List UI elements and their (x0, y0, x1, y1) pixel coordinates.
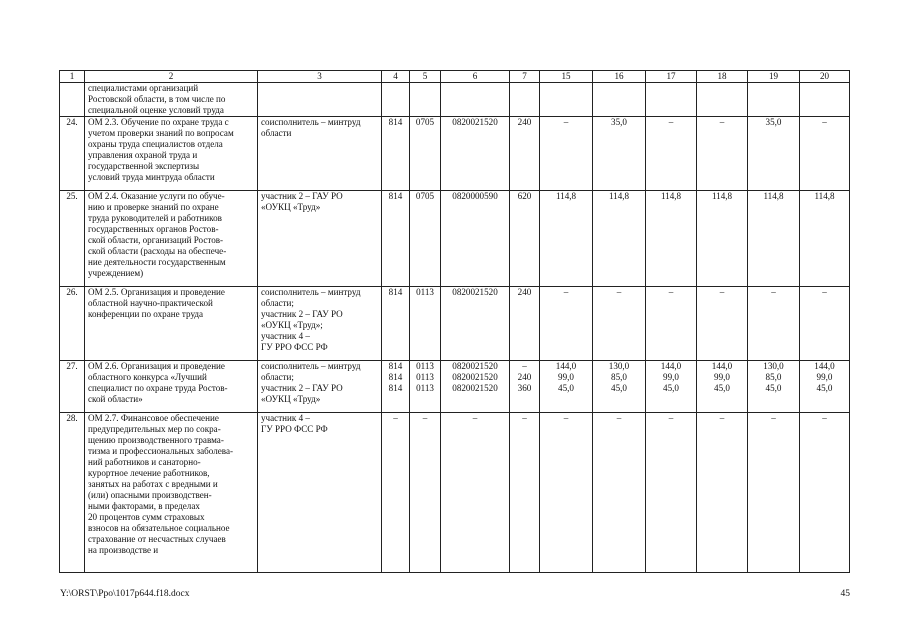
cell-line: 814 (388, 117, 403, 127)
cell-line: соисполнитель – минтруд (261, 361, 361, 371)
cell-line: 114,8 (660, 191, 682, 201)
cell-line: 814 (388, 361, 403, 371)
value-col-16-cell (593, 413, 646, 573)
cell-line: нию и проверке знаний по охране (88, 202, 219, 212)
target-article-cell (441, 83, 510, 117)
executor-cell (258, 191, 382, 287)
value-col-17-cell (646, 117, 697, 191)
value-col-19-cell (748, 191, 800, 287)
cell-line: страхование от несчастных случаев (88, 534, 226, 544)
cell-line: на производстве и (88, 545, 159, 555)
cell-line: 144,0 (814, 361, 835, 371)
cell-line: 0113 (416, 287, 434, 297)
table-row (60, 83, 850, 117)
executor-cell (258, 117, 382, 191)
value-col-18-cell (697, 287, 748, 361)
cell-line: государственной экспертизы (88, 161, 200, 171)
value-col-18-cell (697, 413, 748, 573)
executor-cell (258, 83, 382, 117)
cell-line: условий труда минтруда области (88, 172, 215, 182)
row-number-cell: 26. (60, 287, 85, 361)
header-cell: 3 (258, 71, 382, 83)
header-cell: 20 (800, 71, 850, 83)
cell-line: 85,0 (611, 372, 627, 382)
grbs-code-cell (382, 191, 410, 287)
cell-line: 0820000590 (452, 191, 498, 201)
cell-line: 45,0 (765, 383, 782, 393)
table-row (60, 361, 850, 413)
cell-line: – (771, 413, 776, 423)
row-number-cell (60, 83, 85, 117)
value-col-19-cell (748, 117, 800, 191)
cell-line: ской области (расходы на обеспече- (88, 246, 227, 256)
header-cell: 15 (540, 71, 593, 83)
value-col-16-cell (593, 191, 646, 287)
table-row (60, 413, 850, 573)
row-number-cell: 25. (60, 191, 85, 287)
row-number-cell: 24. (60, 117, 85, 191)
cell-line: ОМ 2.5. Организация и проведение (88, 287, 225, 297)
header-row (60, 71, 850, 83)
cell-line: области; (261, 298, 294, 308)
cell-line: 130,0 (763, 361, 784, 371)
cell-line: 99,0 (714, 372, 730, 382)
cell-line: ГУ РРО ФСС РФ (261, 424, 328, 434)
table-row (60, 117, 850, 191)
event-description-cell (85, 83, 258, 117)
expense-type-cell (510, 413, 540, 573)
cell-line: 130,0 (608, 361, 630, 371)
cell-line: 99,0 (558, 372, 574, 382)
cell-line: 99,0 (816, 372, 833, 382)
value-col-17-cell (646, 413, 697, 573)
cell-line: щению производственного травма- (88, 435, 224, 445)
cell-line: областного конкурса «Лучший (88, 372, 207, 382)
executor-cell (258, 287, 382, 361)
cell-line: – (616, 413, 622, 423)
cell-line: 45,0 (816, 383, 833, 393)
cell-line: (или) опасными производствен- (88, 490, 212, 500)
cell-line: – (668, 117, 674, 127)
row-number-cell: 27. (60, 361, 85, 413)
cell-line: специальной оценке условий труда (88, 105, 224, 115)
value-col-16-cell (593, 287, 646, 361)
cell-line: ской области» (88, 394, 143, 404)
cell-line: государственных органов Ростов- (88, 224, 219, 234)
cell-line: – (563, 413, 569, 423)
cell-line: 114,8 (555, 191, 577, 201)
header-cell: 4 (382, 71, 410, 83)
table-row (60, 191, 850, 287)
cell-line: области; (261, 372, 294, 382)
program-table (59, 70, 850, 573)
cell-line: 144,0 (711, 361, 733, 371)
cell-line: участник 2 – ГАУ РО (261, 383, 343, 393)
cell-line: 144,0 (555, 361, 577, 371)
value-col-16-cell (593, 117, 646, 191)
grbs-code-cell (382, 361, 410, 413)
expense-type-cell (510, 83, 540, 117)
cell-line: 85,0 (765, 372, 782, 382)
value-col-20-cell (800, 413, 850, 573)
cell-line: 814 (388, 287, 403, 297)
value-col-19-cell (748, 361, 800, 413)
value-col-17-cell (646, 287, 697, 361)
event-description-cell (85, 191, 258, 287)
cell-line: 114,8 (814, 191, 835, 201)
target-article-cell (441, 361, 510, 413)
cell-line: 35,0 (765, 117, 782, 127)
value-col-19-cell (748, 287, 800, 361)
grbs-code-cell (382, 117, 410, 191)
cell-line: охраны труда специалистов отдела (88, 139, 223, 149)
value-col-16-cell (593, 361, 646, 413)
event-description-cell (85, 361, 258, 413)
grbs-code-cell (382, 83, 410, 117)
header-cell: 17 (646, 71, 697, 83)
cell-line: 0705 (415, 117, 435, 127)
cell-line: 814 (388, 191, 403, 201)
section-code-cell (410, 117, 441, 191)
cell-line: 144,0 (660, 361, 682, 371)
expense-type-cell (510, 361, 540, 413)
cell-line: 0705 (415, 191, 435, 201)
cell-line: – (719, 413, 725, 423)
section-code-cell (410, 191, 441, 287)
cell-line: 99,0 (663, 372, 679, 382)
value-col-15-cell (540, 287, 593, 361)
expense-type-cell (510, 191, 540, 287)
cell-line: – (522, 413, 527, 423)
cell-line: участник 2 – ГАУ РО (261, 309, 343, 319)
cell-line: 0820021520 (452, 117, 498, 127)
cell-line: «ОУКЦ «Труд» (261, 394, 321, 404)
cell-line: 0820021520 (452, 287, 498, 297)
cell-line: – (822, 287, 827, 297)
cell-line: Ростовской области, в том числе по (88, 94, 226, 104)
event-description-cell (85, 117, 258, 191)
cell-line: 0113 (416, 372, 434, 382)
cell-line: 814 (388, 372, 403, 382)
cell-line: участник 4 – (261, 331, 310, 341)
value-col-15-cell (540, 83, 593, 117)
target-article-cell (441, 117, 510, 191)
footer-file-path: Y:\ORST\Ppo\1017p644.f18.docx (60, 589, 190, 599)
value-col-20-cell (800, 117, 850, 191)
header-cell: 16 (593, 71, 646, 83)
header-cell: 2 (85, 71, 258, 83)
section-code-cell (410, 361, 441, 413)
value-col-20-cell (800, 191, 850, 287)
section-code-cell (410, 413, 441, 573)
cell-line: 240 (517, 287, 532, 297)
cell-line: 0820021520 (452, 372, 498, 382)
value-col-17-cell (646, 361, 697, 413)
value-col-15-cell (540, 117, 593, 191)
cell-line: 240 (517, 117, 532, 127)
cell-line: 0113 (416, 383, 434, 393)
cell-line: ОМ 2.6. Организация и проведение (88, 361, 225, 371)
cell-line: – (822, 117, 827, 127)
value-col-15-cell (540, 413, 593, 573)
value-col-20-cell (800, 287, 850, 361)
cell-line: 0820021520 (452, 361, 498, 371)
header-cell: 6 (441, 71, 510, 83)
value-col-16-cell (593, 83, 646, 117)
value-col-17-cell (646, 191, 697, 287)
cell-line: ОМ 2.7. Финансовое обеспечение (88, 413, 219, 423)
cell-line: 0113 (416, 361, 434, 371)
cell-line: 35,0 (611, 117, 627, 127)
section-code-cell (410, 83, 441, 117)
value-col-17-cell (646, 83, 697, 117)
grbs-code-cell (382, 287, 410, 361)
target-article-cell (441, 413, 510, 573)
footer-page-number: 45 (840, 589, 850, 599)
header-cell: 7 (510, 71, 540, 83)
header-cell: 18 (697, 71, 748, 83)
value-col-15-cell (540, 191, 593, 287)
cell-line: областной научно-практической (88, 298, 213, 308)
value-col-18-cell (697, 117, 748, 191)
cell-line: – (563, 117, 569, 127)
cell-line: специалист по охране труда Ростов- (88, 383, 228, 393)
cell-line: 114,8 (763, 191, 784, 201)
event-description-cell (85, 413, 258, 573)
header-cell: 19 (748, 71, 800, 83)
expense-type-cell (510, 117, 540, 191)
cell-line: – (668, 413, 674, 423)
cell-line: соисполнитель – минтруд (261, 287, 361, 297)
cell-line: – (822, 413, 827, 423)
value-col-19-cell (748, 83, 800, 117)
cell-line: – (422, 413, 428, 423)
cell-line: ОМ 2.3. Обучение по охране труда с (88, 117, 229, 127)
cell-line: ными факторами, в пределах (88, 501, 200, 511)
cell-line: 20 процентов сумм страховых (88, 512, 205, 522)
cell-line: тизма и профессиональных заболева- (88, 446, 234, 456)
cell-line: взносов на обязательное социальное (88, 523, 230, 533)
cell-line: конференции по охране труда (88, 309, 204, 319)
cell-line: учреждением) (88, 268, 144, 278)
cell-line: занятых на работах с вредными и (88, 479, 218, 489)
cell-line: ГУ РРО ФСС РФ (261, 342, 328, 352)
cell-line: управления охраной труда и (88, 150, 198, 160)
table-row (60, 287, 850, 361)
cell-line: 0820021520 (452, 383, 498, 393)
cell-line: 360 (517, 383, 532, 393)
value-col-19-cell (748, 413, 800, 573)
cell-line: 114,8 (608, 191, 630, 201)
value-col-18-cell (697, 361, 748, 413)
cell-line: ской области, организаций Ростов- (88, 235, 224, 245)
cell-line: – (393, 413, 398, 423)
expense-type-cell (510, 287, 540, 361)
value-col-18-cell (697, 191, 748, 287)
cell-line: соисполнитель – минтруд (261, 117, 361, 127)
cell-line: – (563, 287, 569, 297)
target-article-cell (441, 287, 510, 361)
cell-line: «ОУКЦ «Труд» (261, 202, 321, 212)
cell-line: – (522, 361, 527, 371)
cell-line: – (719, 117, 725, 127)
header-cell: 5 (410, 71, 441, 83)
cell-line: 45,0 (714, 383, 730, 393)
cell-line: – (668, 287, 674, 297)
row-number-cell: 28. (60, 413, 85, 573)
section-code-cell (410, 287, 441, 361)
cell-line: 45,0 (663, 383, 679, 393)
cell-line: 814 (388, 383, 403, 393)
cell-line: области (261, 128, 292, 138)
cell-line: – (719, 287, 725, 297)
cell-line: – (472, 413, 478, 423)
cell-line: специалистами организаций (88, 83, 199, 93)
executor-cell (258, 361, 382, 413)
cell-line: 45,0 (558, 383, 574, 393)
value-col-18-cell (697, 83, 748, 117)
cell-line: 620 (517, 191, 532, 201)
cell-line: «ОУКЦ «Труд»; (261, 320, 323, 330)
header-cell: 1 (60, 71, 85, 83)
cell-line: курортное лечение работников, (88, 468, 210, 478)
cell-line: – (616, 287, 622, 297)
cell-line: 114,8 (711, 191, 733, 201)
target-article-cell (441, 191, 510, 287)
cell-line: участник 2 – ГАУ РО (261, 191, 343, 201)
cell-line: труда руководителей и работников (88, 213, 222, 223)
cell-line: участник 4 – (261, 413, 310, 423)
cell-line: ний работников и санаторно- (88, 457, 201, 467)
table-body (60, 71, 850, 573)
cell-line: – (771, 287, 776, 297)
executor-cell (258, 413, 382, 573)
value-col-15-cell (540, 361, 593, 413)
value-col-20-cell (800, 83, 850, 117)
cell-line: предупредительных мер по сокра- (88, 424, 221, 434)
cell-line: 240 (517, 372, 532, 382)
event-description-cell (85, 287, 258, 361)
grbs-code-cell (382, 413, 410, 573)
cell-line: ОМ 2.4. Оказание услуги по обуче- (88, 191, 225, 201)
value-col-20-cell (800, 361, 850, 413)
cell-line: учетом проверки знаний по вопросам (88, 128, 234, 138)
cell-line: ние деятельности государственным (88, 257, 226, 267)
cell-line: 45,0 (611, 383, 627, 393)
